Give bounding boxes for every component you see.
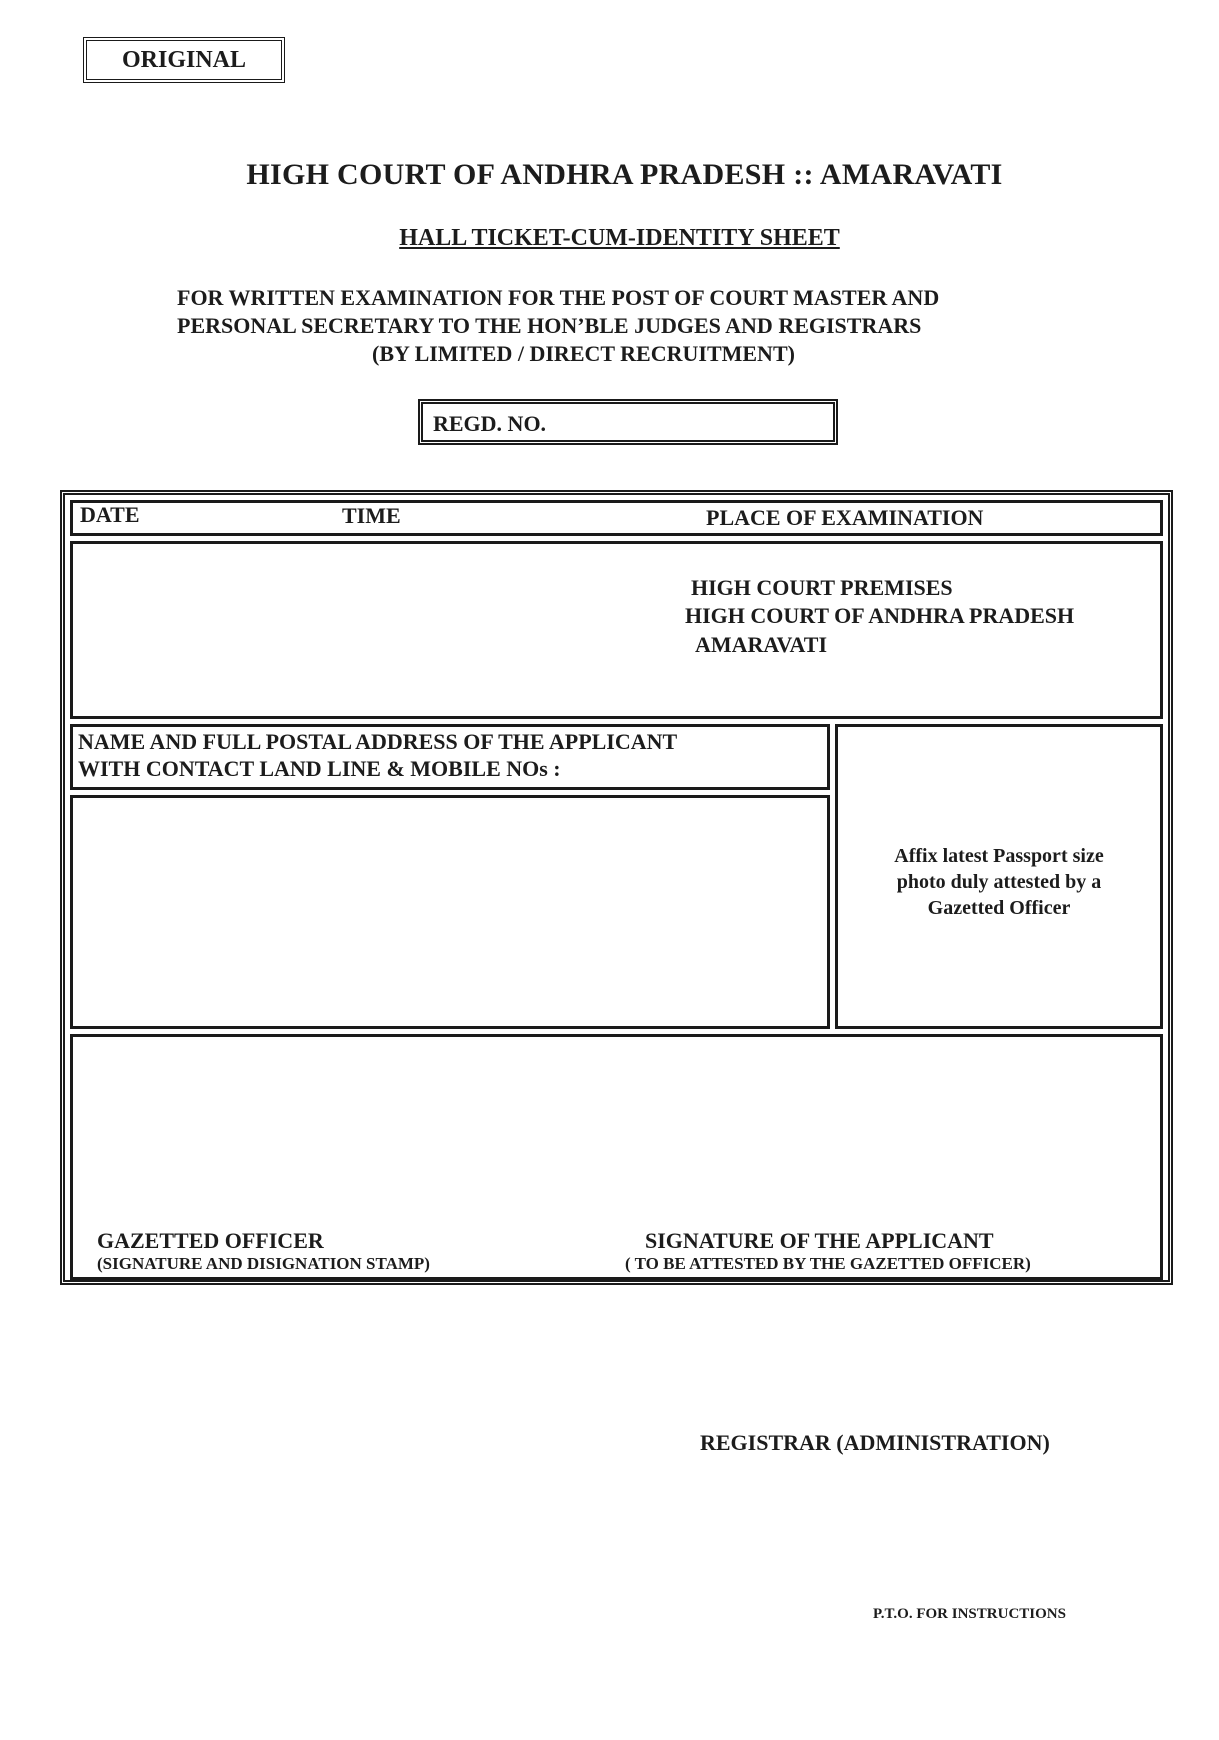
place-column-header: PLACE OF EXAMINATION (706, 505, 984, 530)
exam-description-line-3: (BY LIMITED / DIRECT RECRUITMENT) (372, 341, 795, 366)
photo-instruction-line-2: photo duly attested by a (896, 871, 1102, 893)
schedule-header-row (70, 500, 1163, 536)
place-line-3: AMARAVATI (695, 632, 828, 657)
document-title: HALL TICKET-CUM-IDENTITY SHEET (399, 225, 840, 251)
photo-instruction-line-1: Affix latest Passport size (894, 845, 1104, 867)
photo-instruction-line-3: Gazetted Officer (927, 897, 1071, 919)
photo-instructions (845, 843, 1153, 921)
address-entry-box[interactable] (70, 795, 830, 1029)
exam-description-line-1: FOR WRITTEN EXAMINATION FOR THE POST OF COURT MASTER AND (177, 285, 940, 310)
name-address-label-line-1: NAME AND FULL POSTAL ADDRESS OF THE APPLICANT (78, 729, 678, 754)
regd-no-label: REGD. NO. (433, 411, 547, 436)
gazetted-officer-subtitle: (SIGNATURE AND DISIGNATION STAMP) (97, 1254, 430, 1273)
registrar-signatory: REGISTRAR (ADMINISTRATION) (700, 1430, 1050, 1455)
exam-description-line-2: PERSONAL SECRETARY TO THE HON’BLE JUDGES AND REGISTRARS (177, 313, 922, 338)
regd-no-box[interactable] (418, 399, 838, 445)
date-column-header: DATE (80, 502, 140, 527)
applicant-signature-title: SIGNATURE OF THE APPLICANT (645, 1228, 994, 1253)
schedule-data-row (70, 541, 1163, 719)
place-line-1: HIGH COURT PREMISES (691, 575, 953, 600)
name-address-label-line-2: WITH CONTACT LAND LINE & MOBILE NOs : (78, 756, 561, 781)
original-label: ORIGINAL (121, 46, 247, 73)
court-title: HIGH COURT OF ANDHRA PRADESH :: AMARAVATI (246, 158, 1003, 191)
time-column-header: TIME (342, 503, 401, 528)
gazetted-officer-title: GAZETTED OFFICER (97, 1228, 324, 1253)
pto-note: P.T.O. FOR INSTRUCTIONS (873, 1606, 1066, 1622)
original-stamp-box (83, 37, 285, 83)
applicant-signature-subtitle: ( TO BE ATTESTED BY THE GAZETTED OFFICER) (625, 1254, 1031, 1273)
place-line-2: HIGH COURT OF ANDHRA PRADESH (685, 603, 1075, 628)
